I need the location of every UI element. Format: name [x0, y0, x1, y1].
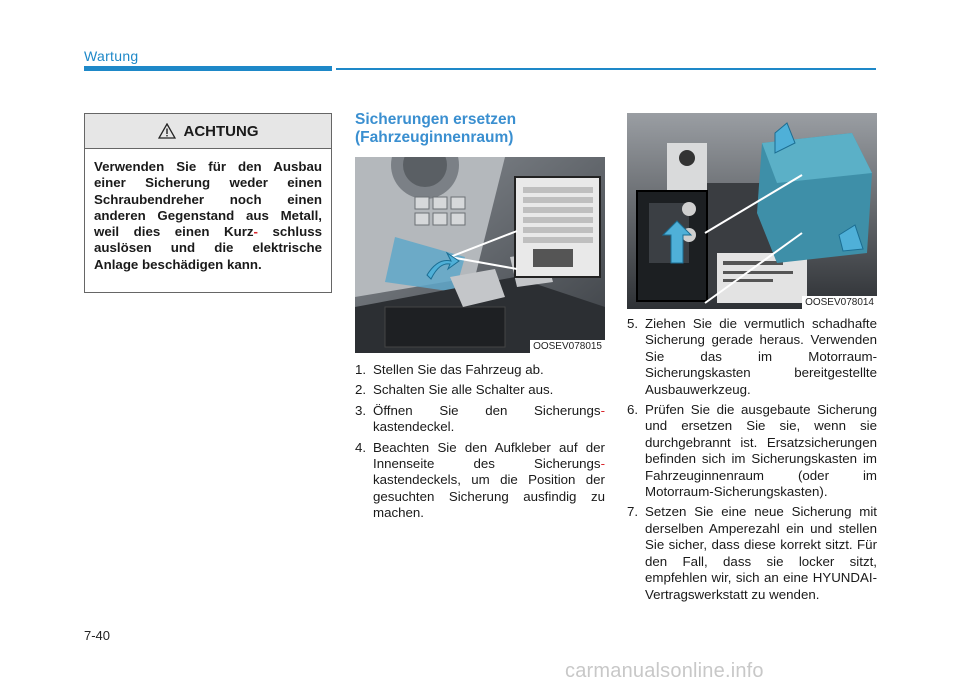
header-rule-thin [336, 68, 876, 70]
engine-fusebox-photo [627, 113, 877, 309]
step-item: 1. Stellen Sie das Fahrzeug ab. [355, 362, 544, 377]
step-item: 5. Ziehen Sie die vermutlich schadhafte Sicherung gerade heraus. Verwenden Sie das im Motorraum-Sicherungskasten bereitgestellte Ausbauwerkzeug. [627, 316, 877, 397]
warning-text: Verwenden Sie für den Ausbau einer Sicherung weder einen Schraubendreher noch einen anderen Gegenstand aus Metall, weil dies einen Kurz- schluss auslösen und die elektrische Anlage beschädigen kann. [94, 159, 323, 272]
interior-fusebox-photo [355, 157, 605, 353]
warning-triangle-icon [158, 123, 176, 139]
steps-left [355, 362, 605, 526]
warning-header [85, 114, 331, 149]
warning-box [84, 113, 332, 293]
step-item: 2. Schalten Sie alle Schalter aus. [355, 382, 554, 398]
step-item: 6. Prüfen Sie die ausgebaute Sicherung und ersetzen Sie sie, wenn sie durchgebrannt ist. Ersatzsicherungen befinden sich im Sicherungskasten im Fahrzeuginnenraum (oder im Motorraum-Sicherungskasten). [627, 402, 877, 500]
step-item: 3. Öffnen Sie den Sicherungs- kastendeckel. [355, 402, 605, 435]
header-rule-thick [84, 66, 332, 71]
steps-right [627, 316, 877, 607]
watermark: carmanualsonline.info [565, 660, 764, 682]
page-number: 7-40 [84, 628, 111, 643]
photo-id-right: OOSEV078014 [802, 296, 877, 309]
step-item: 7. Setzen Sie eine neue Sicherung mit derselben Amperezahl ein und stellen Sie sicher, dass diese korrekt sitzt. Für den Fall, dass sie locker sitzt, empfehlen wir, sich an eine HYUNDAI-Vertragswerkstatt zu wenden. [627, 504, 877, 602]
step-item: 4. Beachten Sie den Aufkleber auf der Innenseite des Sicherungs- kastendeckels, um die Position der gesuchten Sicherung ausfindig zu machen. [355, 439, 605, 521]
section-heading: Sicherungen ersetzen (Fahrzeuginnenraum) [355, 111, 517, 146]
section-title: Wartung [84, 48, 139, 64]
photo-id-left: OOSEV078015 [530, 340, 605, 353]
warning-title: ACHTUNG [183, 122, 259, 140]
